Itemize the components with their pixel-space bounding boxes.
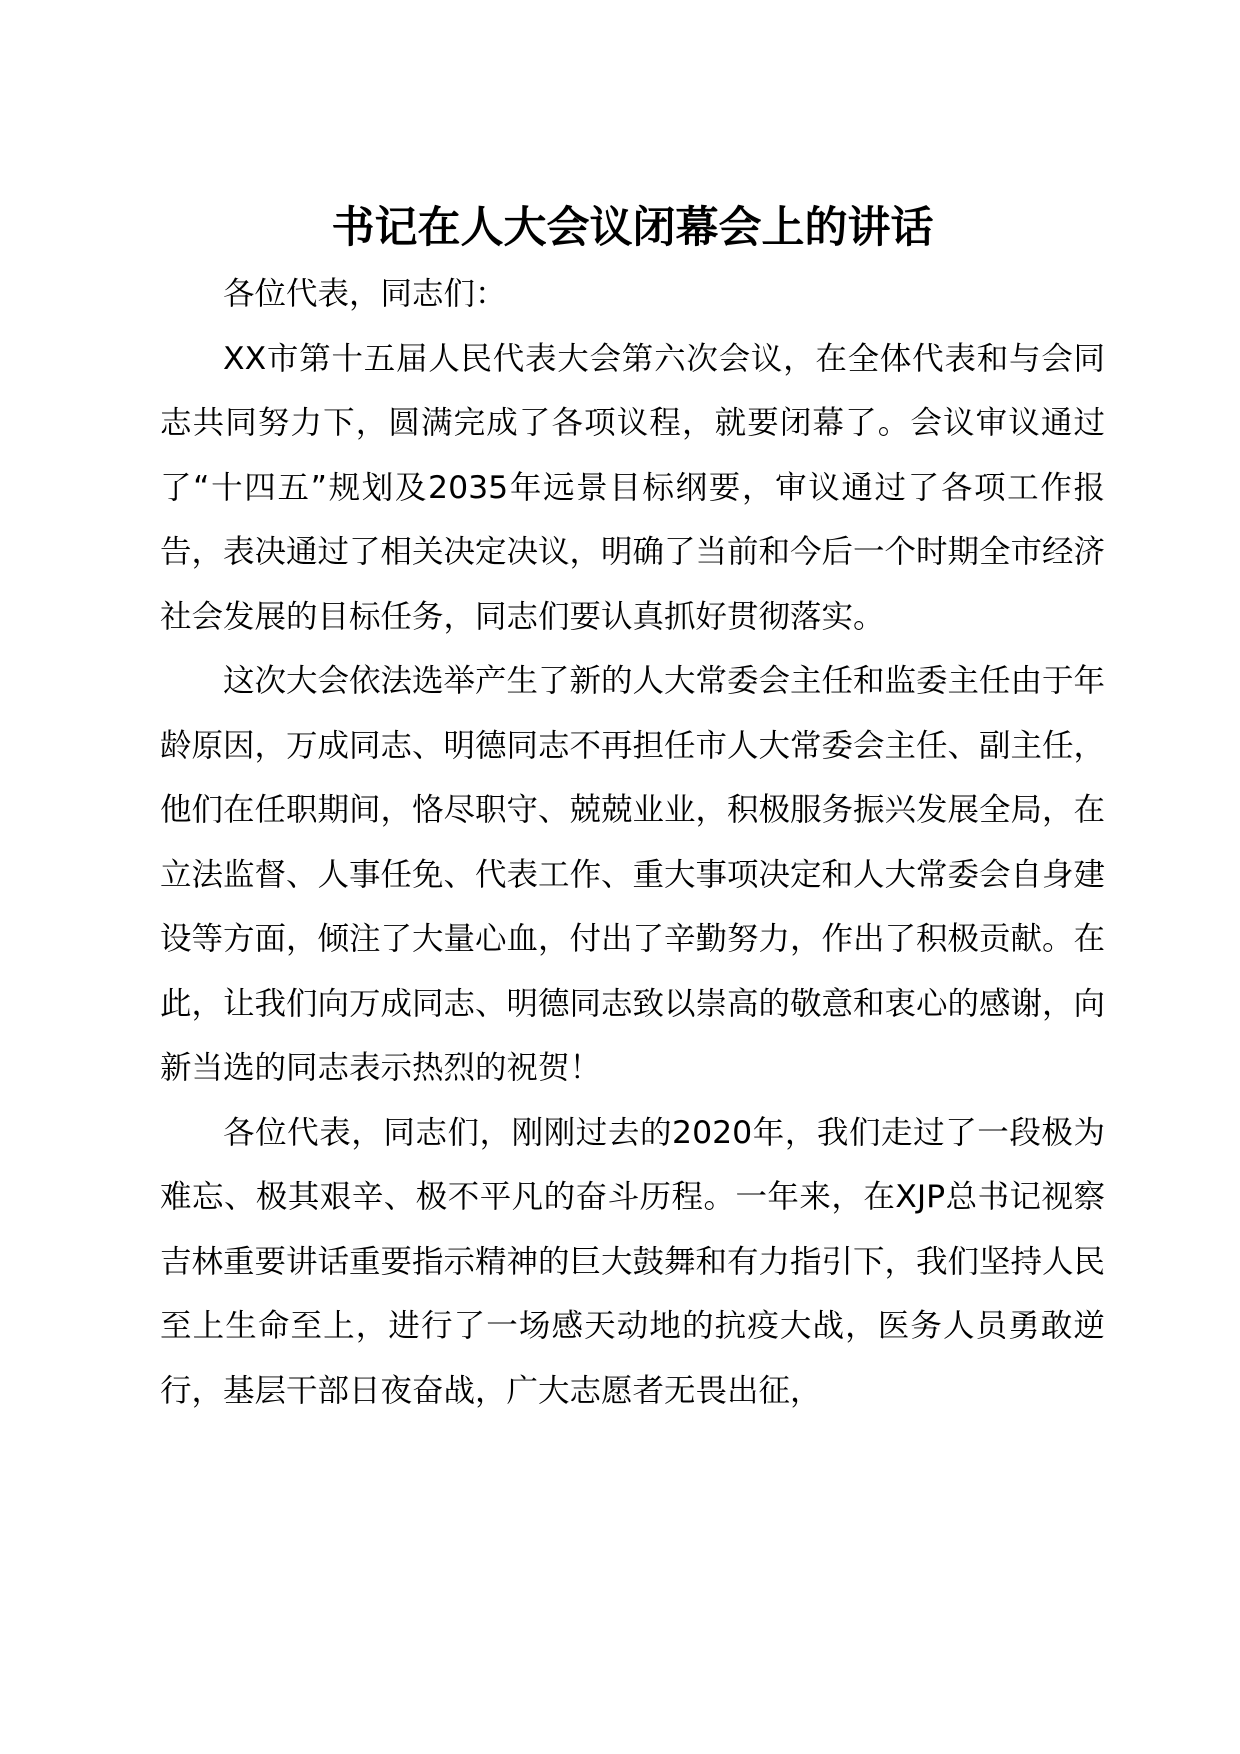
paragraph-2: 这次大会依法选举产生了新的人大常委会主任和监委主任由于年龄原因，万成同志、明德同志不再担任市人大常委会主任、副主任，他们在任职期间，恪尽职守、兢兢业业，积极服务振兴发展全局，在立法监督、人事任免、代表工作、重大事项决定和人大常委会自身建设等方面，倾注了大量心血，付出了辛勤努力，作出了积极贡献。在此，让我们向万成同志、明德同志致以崇高的敬意和衷心的感谢，向新当选的同志表示热烈的祝贺！ (160, 663, 1106, 1086)
paragraph-3: 各位代表，同志们，刚刚过去的2020年，我们走过了一段极为难忘、极其艰辛、极不平凡的奋斗历程。一年来，在XJP总书记视察吉林重要讲话重要指示精神的巨大鼓舞和有力指引下，我们坚持人民至上生命至上，进行了一场感天动地的抗疫大战，医务人员勇敢逆行，基层干部日夜奋战，广大志愿者无畏出征， (160, 1114, 1106, 1409)
document-title: 书记在人大会议闭幕会上的讲话 (331, 203, 934, 253)
document-page (160, 196, 1105, 1423)
paragraph-1: XX市第十五届人民代表大会第六次会议，在全体代表和与会同志共同努力下，圆满完成了各项议程，就要闭幕了。会议审议通过了“十四五”规划及2035年远景目标纲要，审议通过了各项工作报告，表决通过了相关决定决议，明确了当前和今后一个时期全市经济社会发展的目标任务，同志们要认真抓好贯彻落实。 (160, 340, 1106, 635)
salutation: 各位代表，同志们： (223, 276, 507, 312)
